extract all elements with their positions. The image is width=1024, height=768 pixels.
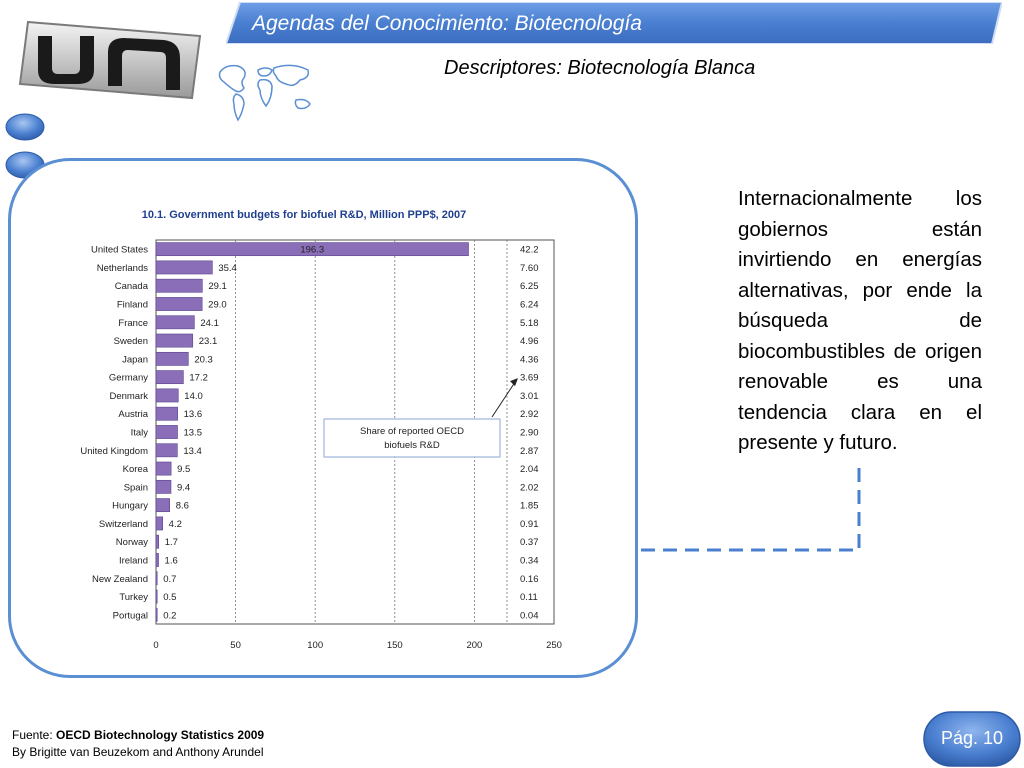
data-label: 196.3 xyxy=(300,244,325,256)
category-label: Germany xyxy=(108,372,148,384)
x-tick-label: 0 xyxy=(153,640,159,651)
category-label: Denmark xyxy=(109,390,148,402)
share-label: 4.96 xyxy=(520,336,539,348)
bar xyxy=(156,444,177,457)
share-label: 2.87 xyxy=(520,445,539,457)
category-label: Ireland xyxy=(118,555,148,567)
share-label: 2.92 xyxy=(520,409,539,421)
annotation-line1: Share of reported OECD xyxy=(359,426,465,437)
share-label: 2.02 xyxy=(520,482,539,494)
share-label: 2.04 xyxy=(520,464,539,476)
x-tick-label: 50 xyxy=(230,640,241,651)
data-label: 20.3 xyxy=(194,354,213,366)
bar xyxy=(156,535,159,548)
share-label: 0.91 xyxy=(520,518,539,530)
source-authors: By Brigitte van Beuzekom and Anthony Arundel xyxy=(12,745,264,759)
share-label: 6.25 xyxy=(520,281,539,293)
category-label: Finland xyxy=(116,299,148,311)
bar xyxy=(156,462,171,475)
share-label: 0.16 xyxy=(520,573,539,585)
data-label: 24.1 xyxy=(200,317,219,329)
category-label: Hungary xyxy=(112,500,148,512)
category-label: Netherlands xyxy=(96,262,148,274)
data-label: 13.5 xyxy=(183,427,202,439)
data-label: 13.4 xyxy=(183,445,202,457)
share-label: 4.36 xyxy=(520,354,539,366)
share-label: 2.90 xyxy=(520,427,539,439)
bar xyxy=(156,517,163,530)
bar xyxy=(156,389,178,402)
world-map-icon xyxy=(214,60,318,124)
bar xyxy=(156,499,170,512)
share-label: 6.24 xyxy=(520,299,539,311)
data-label: 4.2 xyxy=(168,518,182,530)
category-label: Turkey xyxy=(119,592,148,604)
x-tick-label: 100 xyxy=(307,640,324,651)
category-label: United States xyxy=(90,244,148,256)
share-label: 3.01 xyxy=(520,390,539,402)
share-label: 42.2 xyxy=(520,244,539,256)
bar xyxy=(156,352,188,365)
bar xyxy=(156,316,194,329)
category-label: United Kingdom xyxy=(80,445,148,457)
bar xyxy=(156,334,193,347)
decorative-orb-icon xyxy=(4,112,46,142)
bar xyxy=(156,480,171,493)
category-label: Italy xyxy=(130,427,148,439)
data-label: 9.4 xyxy=(176,482,191,494)
x-tick-label: 250 xyxy=(546,640,562,651)
bar xyxy=(156,608,157,621)
annotation-line2: biofuels R&D xyxy=(384,440,440,451)
data-label: 1.7 xyxy=(164,537,178,549)
bar xyxy=(156,425,177,438)
data-label: 23.1 xyxy=(198,336,218,348)
bar xyxy=(156,407,178,420)
category-label: Switzerland xyxy=(98,518,148,530)
source-title: OECD Biotechnology Statistics 2009 xyxy=(56,728,265,742)
biofuel-budget-chart xyxy=(52,198,572,658)
category-label: Canada xyxy=(114,281,148,293)
footer-source xyxy=(12,727,264,761)
bar xyxy=(156,261,212,274)
un-logo xyxy=(14,12,204,100)
data-label: 0.2 xyxy=(163,610,177,622)
data-label: 0.7 xyxy=(163,573,177,585)
data-label: 17.2 xyxy=(189,372,208,384)
category-label: Portugal xyxy=(112,610,148,622)
category-label: Korea xyxy=(122,464,148,476)
share-label: 0.34 xyxy=(520,555,539,567)
data-label: 35.4 xyxy=(218,262,237,274)
category-label: New Zealand xyxy=(92,573,148,585)
category-label: Sweden xyxy=(113,336,148,348)
x-tick-label: 150 xyxy=(386,640,403,651)
slide-subtitle: Descriptores: Biotecnología Blanca xyxy=(444,57,756,79)
bar xyxy=(156,279,202,292)
category-label: Austria xyxy=(118,409,148,421)
data-label: 13.6 xyxy=(183,409,203,421)
share-label: 5.18 xyxy=(520,317,539,329)
annotation-arrowhead xyxy=(510,378,518,386)
share-label: 0.37 xyxy=(520,537,539,549)
x-tick-label: 200 xyxy=(466,640,483,651)
data-label: 29.1 xyxy=(208,281,227,293)
category-label: Japan xyxy=(122,354,148,366)
bar xyxy=(156,553,159,566)
data-label: 0.5 xyxy=(163,592,177,604)
annotation-box xyxy=(324,419,500,457)
annotation-arrow-line xyxy=(492,379,517,417)
share-label: 0.11 xyxy=(520,592,538,604)
data-label: 9.5 xyxy=(177,464,191,476)
category-label: France xyxy=(118,317,148,329)
bar xyxy=(156,590,157,603)
category-label: Spain xyxy=(123,482,148,494)
share-label: 3.69 xyxy=(520,372,539,384)
description-text: Internacionalmente los gobiernos están invirtiendo en energías alternativas, por ende la búsqueda de biocombustibles de origen renovable es una tendencia clara en el presente y futuro. xyxy=(738,187,982,454)
share-label: 0.04 xyxy=(520,610,539,622)
data-label: 1.6 xyxy=(164,555,178,567)
data-label: 8.6 xyxy=(175,500,189,512)
share-label: 1.85 xyxy=(520,500,539,512)
chart-title: 10.1. Government budgets for biofuel R&D, Million PPP$, 2007 xyxy=(141,209,467,221)
header-title: Agendas del Conocimiento: Biotecnología xyxy=(252,12,642,35)
category-label: Norway xyxy=(115,537,148,549)
data-label: 29.0 xyxy=(208,299,227,311)
bar xyxy=(156,297,202,310)
page-number: Pág. 10 xyxy=(940,728,1004,748)
bar xyxy=(156,371,183,384)
data-label: 14.0 xyxy=(184,390,203,402)
share-label: 7.60 xyxy=(520,262,539,274)
source-label: Fuente: xyxy=(12,728,57,742)
bar xyxy=(156,572,157,585)
